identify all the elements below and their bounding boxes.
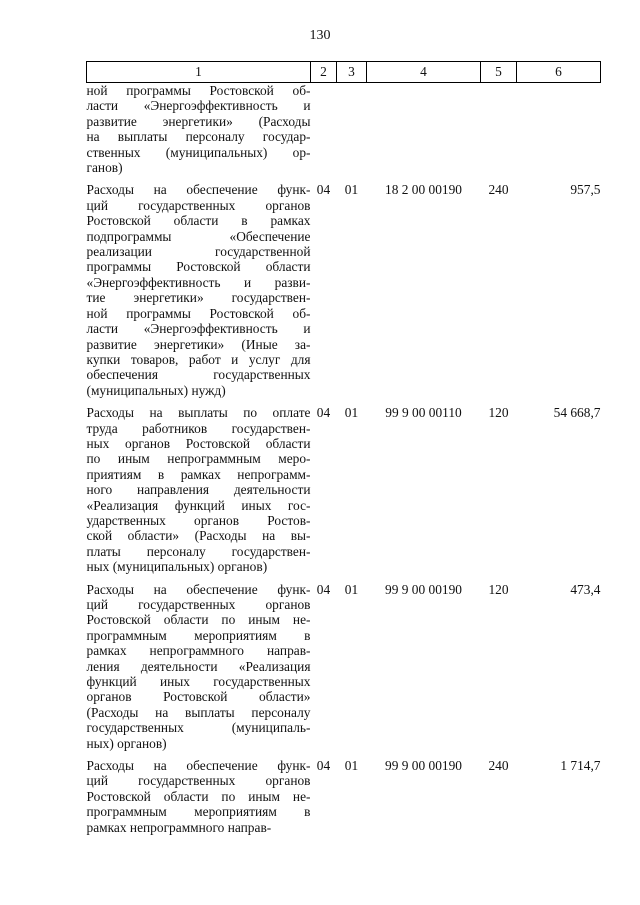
budget-table [86, 61, 601, 842]
description-line: ления деятельности «Реализация [86, 658, 311, 674]
description-line: тие энергетики» государствен- [86, 290, 311, 306]
row-expense-type: 240 [488, 182, 509, 198]
row-target-article: 99 9 00 00190 [385, 758, 462, 774]
header-col-6: 6 [517, 62, 601, 83]
row-expense-type: 240 [488, 758, 509, 774]
row-amount: 54 668,7 [553, 405, 601, 421]
row-subsection-code: 01 [344, 405, 359, 421]
table-row [87, 758, 601, 842]
row-subsection-code: 01 [344, 581, 359, 597]
row-amount: 1 714,7 [560, 758, 601, 774]
description-line: ных органов Ростовской области [86, 435, 311, 451]
description-line: ласти «Энергоэффективность и [86, 321, 311, 337]
table-row [87, 83, 601, 183]
header-col-4: 4 [367, 62, 481, 83]
row-expense-type: 120 [488, 581, 509, 597]
description-line: платы персоналу государствен- [86, 543, 311, 559]
description-line: Расходы на обеспечение функ- [86, 758, 311, 774]
table-row [87, 182, 601, 405]
description-line: ной программы Ростовской об- [86, 305, 311, 321]
description-line: (Расходы на выплаты персоналу [86, 704, 311, 720]
description-line: Ростовской области по иным не- [86, 788, 311, 804]
header-col-5: 5 [481, 62, 517, 83]
table-row [87, 405, 601, 581]
description-line: (муниципальных) нужд) [86, 382, 226, 398]
description-line: ных) органов) [86, 735, 167, 751]
table-header-row [87, 62, 601, 83]
description-line: ганов) [86, 160, 123, 176]
description-line: Расходы на обеспечение функ- [86, 182, 311, 198]
row-expense-type [481, 83, 517, 183]
row-section-code [311, 83, 337, 183]
description-line: ласти «Энергоэффективность и [86, 98, 311, 114]
row-target-article: 99 9 00 00110 [385, 405, 462, 421]
description-line: ций государственных органов [86, 773, 311, 789]
description-line: Расходы на выплаты по оплате [86, 405, 311, 421]
description-line: ного направления деятельности [86, 482, 311, 498]
description-line: «Энергоэффективность и разви- [86, 274, 311, 290]
description-line: ственных (муниципальных) ор- [86, 144, 311, 160]
row-section-code: 04 [316, 182, 331, 198]
table-row [87, 582, 601, 758]
page-number: 130 [309, 28, 331, 43]
row-expense-type: 120 [488, 405, 509, 421]
description-line: рамках непрограммного направ- [86, 819, 272, 835]
description-line: на выплаты персоналу государ- [86, 129, 311, 145]
row-amount: 473,4 [570, 581, 601, 597]
row-amount: 957,5 [570, 182, 601, 198]
description-line: органов Ростовской области» [86, 689, 311, 705]
description-line: функций иных государственных [86, 674, 311, 690]
description-line: ций государственных органов [86, 597, 311, 612]
row-amount [517, 83, 601, 183]
row-description [87, 405, 311, 581]
row-section-code: 04 [316, 758, 331, 774]
row-subsection-code [337, 83, 367, 183]
description-line: Ростовской области по иным не- [86, 612, 311, 628]
description-line: программным мероприятиям в [86, 804, 311, 820]
description-line: ных (муниципальных) органов) [86, 559, 268, 575]
row-subsection-code: 01 [344, 182, 359, 198]
description-line: развитие энергетики» (Расходы [86, 113, 311, 129]
description-line: программы Ростовской области [86, 259, 311, 275]
description-line: приятиям в рамках непрограмм- [86, 466, 311, 482]
row-subsection-code: 01 [344, 758, 359, 774]
description-line: купки товаров, работ и услуг для [86, 351, 311, 367]
description-line: труда работников государствен- [86, 420, 311, 436]
row-description [87, 758, 311, 842]
row-section-code: 04 [316, 405, 331, 421]
description-line: ской области» (Расходы на вы- [86, 528, 311, 544]
description-line: «Реализация функций иных гос- [86, 497, 311, 513]
description-line: государственных (муниципаль- [86, 720, 311, 736]
description-line: ций государственных органов [86, 197, 311, 213]
row-target-article: 18 2 00 00190 [385, 182, 462, 198]
description-line: Расходы на обеспечение функ- [86, 581, 311, 597]
row-target-article [367, 83, 481, 183]
description-line: обеспечения государственных [86, 367, 311, 383]
row-description [87, 582, 311, 758]
description-line: ударственных органов Ростов- [86, 512, 311, 528]
row-description [87, 83, 311, 183]
description-line: подпрограммы «Обеспечение [86, 228, 311, 244]
header-col-2: 2 [311, 62, 337, 83]
header-col-3: 3 [337, 62, 367, 83]
description-line: по иным непрограммным меро- [86, 451, 311, 467]
row-section-code: 04 [316, 581, 331, 597]
description-line: ной программы Ростовской об- [86, 83, 311, 98]
description-line: рамках непрограммного направ- [86, 643, 311, 659]
row-description [87, 182, 311, 405]
description-line: реализации государственной [86, 244, 311, 260]
row-target-article: 99 9 00 00190 [385, 581, 462, 597]
description-line: Ростовской области в рамках [86, 213, 311, 229]
description-line: развитие энергетики» (Иные за- [86, 336, 311, 352]
description-line: программным мероприятиям в [86, 627, 311, 643]
header-col-1: 1 [87, 62, 311, 83]
